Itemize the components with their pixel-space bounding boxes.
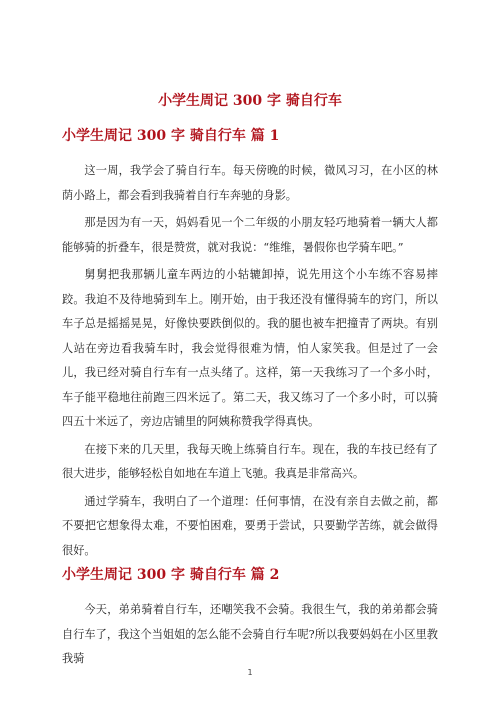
section-1	[62, 127, 438, 563]
paragraph: 今天，弟弟骑着自行车，还嘲笑我不会骑。我很生气，我的弟弟都会骑自行车了，我这个当姐姐的怎么能不会骑自行车呢?所以我要妈妈在小区里教我骑	[62, 603, 438, 665]
section-2	[62, 566, 438, 672]
paragraph: 通过学骑车，我明白了一个道理：任何事情，在没有亲自去做之前，都不要把它想象得太难，不要怕困难，要勇于尝试，只要勤学苦练，就会做得很好。	[62, 494, 438, 557]
paragraph: 这一周，我学会了骑自行车。每天傍晚的时候，微风习习，在小区的林荫小路上，都会看到我骑着自行车奔驰的身影。	[62, 164, 438, 202]
paragraph: 舅舅把我那辆儿童车两边的小轱辘卸掉，说先用这个小车练不容易摔跤。我迫不及待地骑到车上。刚开始，由于我还没有懂得骑车的窍门，所以车子总是摇摇晃晃，好像快要跌倒似的。我的腿也被车把撞青了两块。有别人站在旁边看我骑车时，我会觉得很难为情，怕人家笑我。但是过了一会儿，我已经对骑自行车有一点头绪了。这样，第一天我练习了一个多小时，车子能平稳地往前跑三四米远了。第二天，我又练习了一个多小时，可以骑四五十米远了，旁边店铺里的阿姨称赞我学得真快。	[62, 268, 438, 428]
page-number: 1	[247, 668, 253, 677]
paragraph: 在接下来的几天里，我每天晚上练骑自行车。现在，我的车技已经有了很大进步，能够轻松自如地在车道上飞驰。我真是非常高兴。	[62, 442, 438, 480]
paragraph: 那是因为有一天，妈妈看见一个二年级的小朋友轻巧地骑着一辆大人都能够骑的折叠车，很是赞赏，就对我说：“维维，暑假你也学骑车吧。”	[62, 216, 438, 254]
section-heading: 小学生周记 300 字 骑自行车 篇 2	[62, 567, 280, 583]
section-heading: 小学生周记 300 字 骑自行车 篇 1	[62, 128, 280, 144]
document-title: 小学生周记 300 字 骑自行车	[158, 93, 342, 109]
